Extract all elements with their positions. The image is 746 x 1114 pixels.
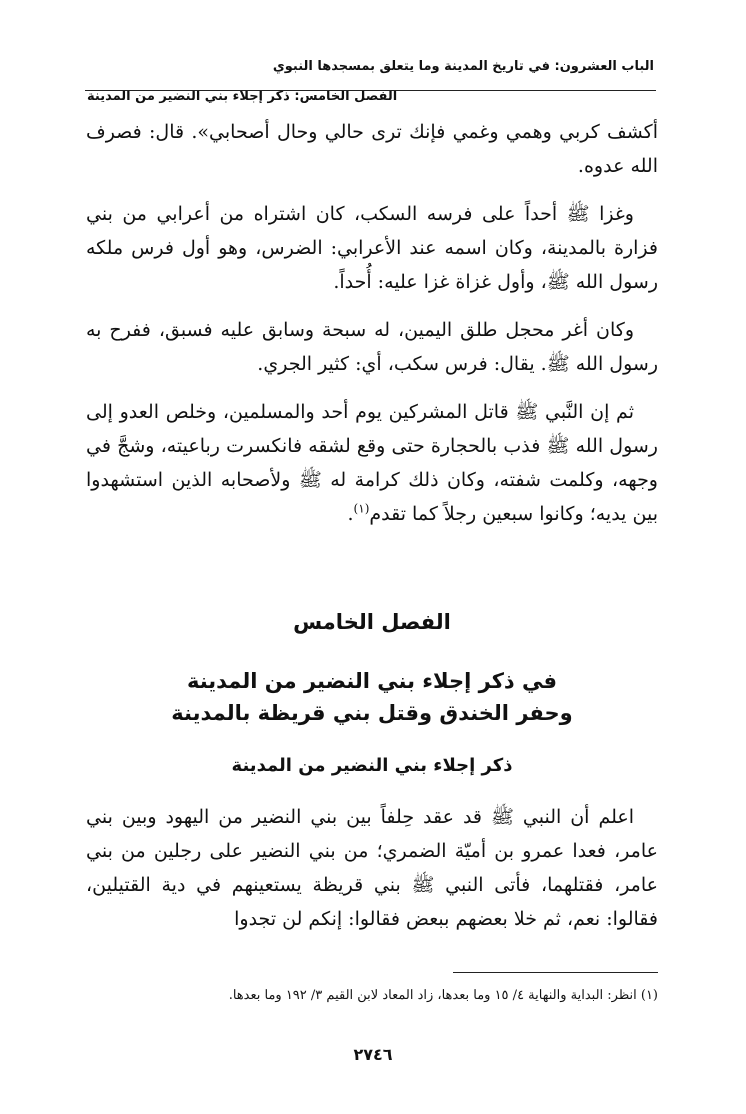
body-text-top (86, 115, 658, 545)
paragraph: اعلم أن النبي ﷺ قد عقد حِلفاً بين بني النضير من اليهود وبين بني عامر، فعدا عمرو بن أميّة الضمري؛ من بني النضير على رجلين من بني عامر، فقتلهما، فأتى النبي ﷺ بني قريظة يستعينهم في دية القتيلين، فقالوا: نعم، ثم خلا بعضهم ببعض فقالوا: إنكم لن تجدوا (86, 806, 658, 930)
footnote: (١) انظر: البداية والنهاية ٤/ ١٥ وما بعدها، زاد المعاد لابن القيم ٣/ ١٩٢ وما بعدها. (228, 988, 658, 1003)
chapter-title (86, 665, 658, 729)
paragraph: أكشف كربي وهمي وغمي فإنك ترى حالي وحال أصحابي». قال: فصرف الله عدوه. (86, 121, 658, 177)
section-sub-heading: ذكر إجلاء بني النضير من المدينة (231, 755, 513, 776)
paragraph: وغزا ﷺ أحداً على فرسه السكب، كان اشتراه من أعرابي من بني فزارة بالمدينة، وكان اسمه عند الأعرابي: الضرس، وهو أول فرس ملكه رسول الله ﷺ، وأول غزاة غزا عليه: أُحداً. (86, 203, 658, 293)
running-header (87, 52, 654, 104)
paragraph-text: ثم إن النَّبي ﷺ قاتل المشركين يوم أحد والمسلمين، وخلص العدو إلى رسول الله ﷺ فذب بالحجارة حتى وقع لشقه فانكسرت رباعيته، وشجَّ في وجهه، وكلمت شفته، وكان ذلك كرامة له ﷺ ولأصحابه الذين استشهدوا بين يديه؛ وكانوا سبعين رجلاً كما تقدم (86, 401, 658, 525)
chapter-title-line-1: في ذكر إجلاء بني النضير من المدينة (186, 669, 557, 693)
page-number: ٢٧٤٦ (353, 1045, 393, 1064)
running-header-chapter: الباب العشرون: في تاريخ المدينة وما يتعلق بمسجدها النبوي (272, 59, 654, 74)
paragraph: وكان أغر محجل طلق اليمين، له سبحة وسابق عليه فسبق، ففرح به رسول الله ﷺ. يقال: فرس سكب، أي: كثير الجري. (86, 319, 658, 375)
body-text-bottom (86, 800, 658, 950)
paragraph-with-footnote: ثم إن النَّبي ﷺ قاتل المشركين يوم أحد والمسلمين، وخلص العدو إلى رسول الله ﷺ فذب بالحجارة حتى وقع لشقه فانكسرت رباعيته، وشجَّ في وجهه، وكلمت شفته، وكان ذلك كرامة له ﷺ ولأصحابه الذين استشهدوا بين يديه؛ وكانوا سبعين رجلاً كما تقدم$^{(١)}$. (86, 401, 658, 525)
footnote-rule (453, 972, 658, 973)
chapter-heading: الفصل الخامس (293, 610, 451, 634)
running-header-section: الفصل الخامس: ذكر إجلاء بني النضير من المدينة (87, 89, 398, 104)
chapter-title-line-2: وحفر الخندق وقتل بني قريظة بالمدينة (171, 701, 573, 725)
footnote-reference: (١) (353, 501, 370, 516)
header-rule (85, 90, 656, 91)
